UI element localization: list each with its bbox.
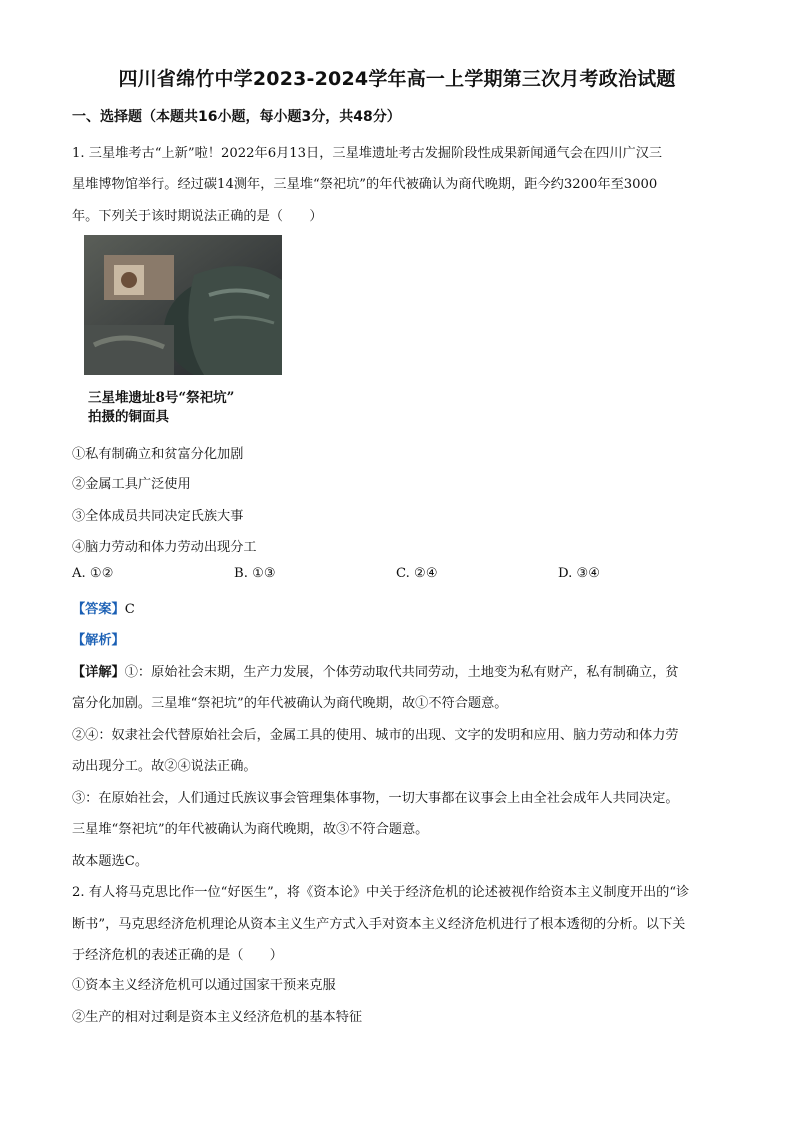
q1-explanation-line: 故本题选C。 <box>72 854 149 869</box>
detail-tag: 【详解】 <box>72 665 125 680</box>
q2-stem-line: 断书”，马克思经济危机理论从资本主义生产方式入手对资本主义经济危机进行了根本透彻的分析。以下关 <box>72 917 686 932</box>
q1-explanation-line: ②④：奴隶社会代替原始社会后，金属工具的使用、城市的出现、文字的发明和应用、脑力劳动和体力劳 <box>72 728 679 743</box>
q1-stem-line: 1. 三星堆考古“上新”啦！2022年6月13日，三星堆遗址考古发掘阶段性成果新闻通气会在四川广汉三 <box>72 146 663 161</box>
q2-stem-line: 2. 有人将马克思比作一位“好医生”，将《资本论》中关于经济危机的论述被视作给资本主义制度开出的“诊 <box>72 885 690 900</box>
q1-explanation-line: ③：在原始社会，人们通过氏族议事会管理集体事物，一切大事都在议事会上由全社会成年人共同决定。 <box>72 791 679 806</box>
bronze-mask-image <box>84 235 282 375</box>
answer-tag: 【答案】 <box>72 602 125 617</box>
q1-stem-line: 年。下列关于该时期说法正确的是（ ） <box>72 209 323 224</box>
q1-analysis <box>72 629 125 648</box>
answer-value: C <box>124 602 135 617</box>
q1-explanation-line: 三星堆“祭祀坑”的年代被确认为商代晚期，故③不符合题意。 <box>72 822 429 837</box>
q2-stem-line: 于经济危机的表述正确的是（ ） <box>72 948 283 963</box>
q1-option-b: B. ①③ <box>234 566 276 581</box>
q1-statement: ①私有制确立和贫富分化加剧 <box>72 447 244 462</box>
q1-stem-line: 星堆博物馆举行。经过碳14测年，三星堆“祭祀坑”的年代被确认为商代晚期，距今约3200年至3000 <box>72 177 658 192</box>
q1-statement: ③全体成员共同决定氏族大事 <box>72 509 244 524</box>
q1-explanation-line: 富分化加剧。三星堆“祭祀坑”的年代被确认为商代晚期，故①不符合题意。 <box>72 696 508 711</box>
explanation-text: ①：原始社会末期，生产力发展，个体劳动取代共同劳动，土地变为私有财产，私有制确立，贫 <box>124 665 679 680</box>
q1-statement: ②金属工具广泛使用 <box>72 477 191 492</box>
q1-explanation-line: 动出现分工。故②④说法正确。 <box>72 759 257 774</box>
photo-caption: 三星堆遗址8号“祭祀坑” <box>88 390 235 406</box>
q1-answer <box>72 598 135 617</box>
q1-explanation-line <box>72 661 679 680</box>
q1-statement: ④脑力劳动和体力劳动出现分工 <box>72 540 257 555</box>
q1-option-c: C. ②④ <box>396 566 438 581</box>
bronze-mask-photo <box>84 235 282 375</box>
q1-option-a: A. ①② <box>72 566 114 581</box>
q2-statement: ②生产的相对过剩是资本主义经济危机的基本特征 <box>72 1010 363 1025</box>
analysis-tag: 【解析】 <box>72 633 125 648</box>
q1-option-d: D. ③④ <box>558 566 601 581</box>
section-heading: 一、选择题（本题共16小题，每小题3分，共48分） <box>72 109 401 125</box>
q2-statement: ①资本主义经济危机可以通过国家干预来克服 <box>72 978 336 993</box>
page-title: 四川省绵竹中学2023-2024学年高一上学期第三次月考政治试题 <box>118 68 676 90</box>
photo-caption: 拍摄的铜面具 <box>88 409 169 425</box>
